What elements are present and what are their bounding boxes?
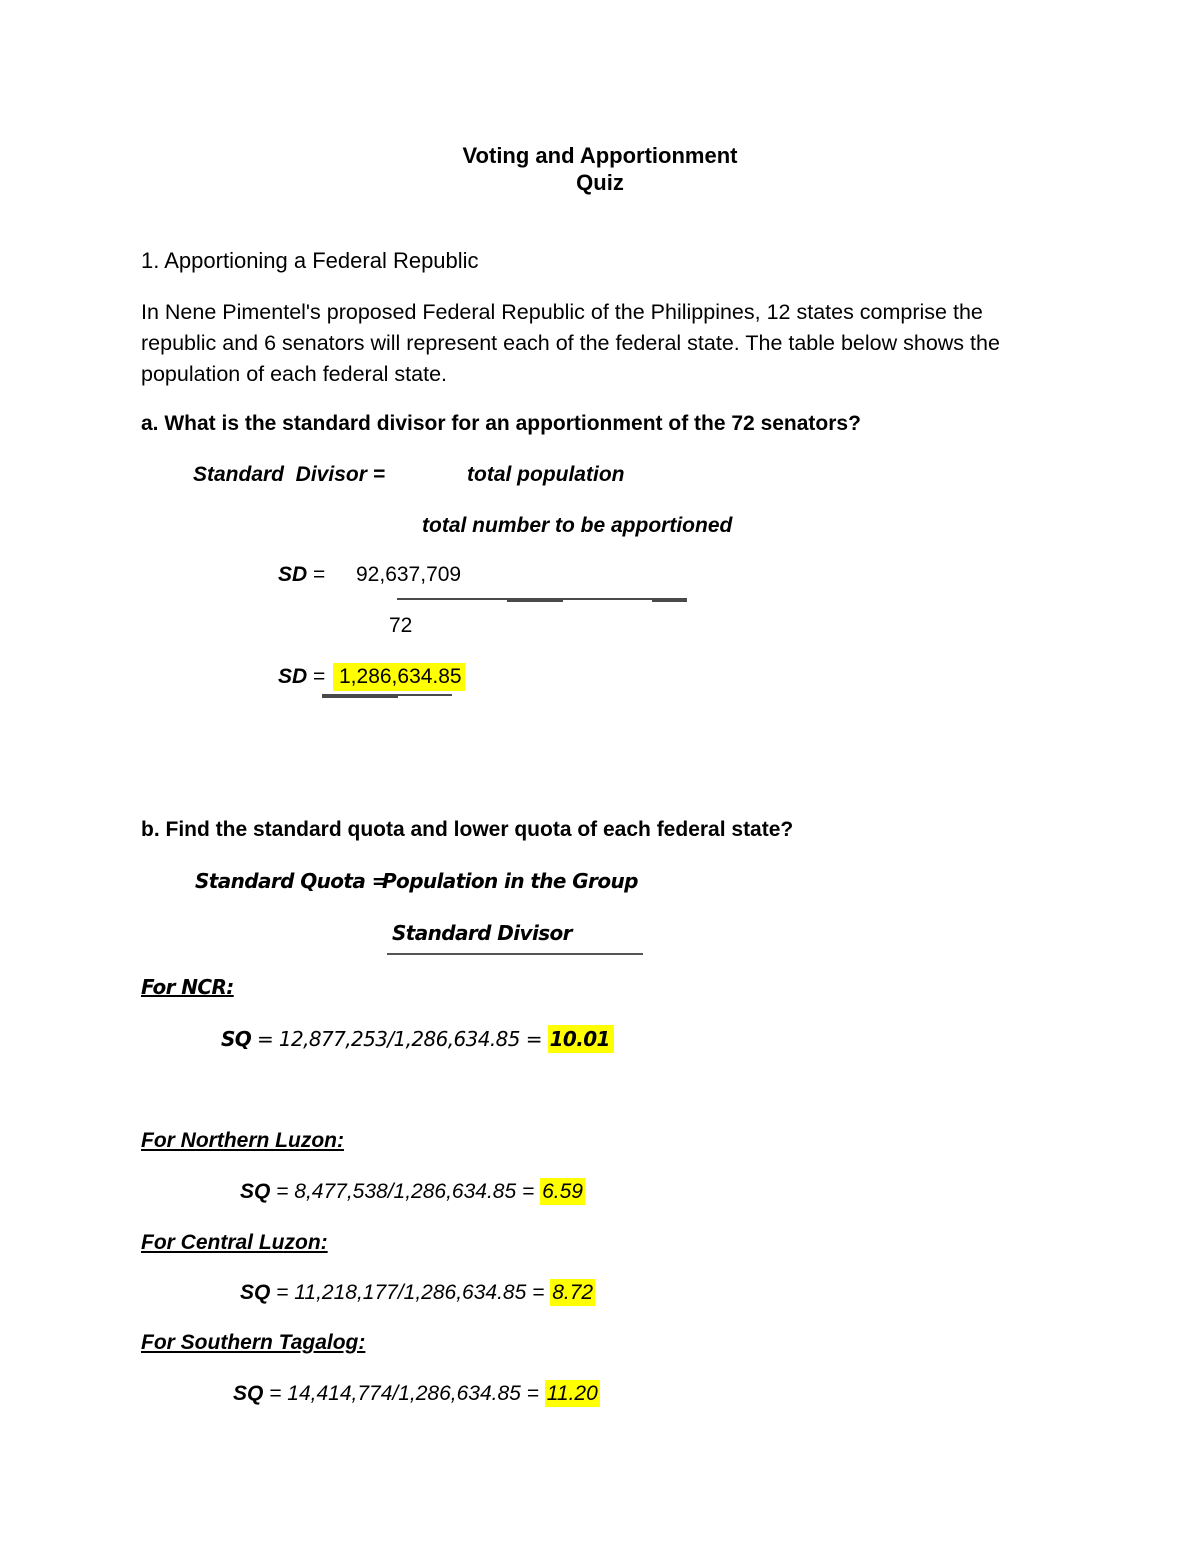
sd-numerator: 92,637,709 [356, 563, 462, 586]
sq-expression-southern-tagalog: = 14,414,774/1,286,634.85 = [263, 1382, 545, 1405]
sq-expression-northern-luzon: = 8,477,538/1,286,634.85 = [270, 1180, 541, 1203]
state-heading-southern-tagalog: For Southern Tagalog: [141, 1331, 366, 1354]
sd-fraction-bar-mark [652, 598, 687, 602]
sq-expression-central-luzon: = 11,218,177/1,286,634.85 = [270, 1281, 551, 1304]
intro-paragraph: In Nene Pimentel's proposed Federal Republic of the Philippines, 12 states comprise the republic and 6 senators will represent each of the federal state. The table below shows the population of each federal state. [141, 300, 1000, 386]
sd-equals: = [307, 563, 332, 586]
page-subtitle: Quiz [576, 170, 624, 195]
sd-result-label: SD [278, 665, 308, 688]
sd-result-line [278, 665, 331, 689]
sq-fraction-bar [387, 953, 643, 955]
sq-result-central-luzon: 8.72 [552, 1281, 594, 1304]
sd-fraction-bar-mark [507, 598, 563, 602]
page-title: Voting and Apportionment [462, 143, 738, 168]
state-heading-central-luzon: For Central Luzon: [141, 1231, 328, 1254]
sq-formula-lhs: Standard Quota = [195, 869, 388, 893]
sq-expression-ncr: = 12,877,253/1,286,634.85 = [251, 1027, 548, 1051]
section-heading: 1. Apportioning a Federal Republic [141, 248, 479, 273]
sq-line-southern-tagalog [233, 1382, 600, 1406]
sd-result-equals: = [307, 665, 332, 688]
sd-calc-line [278, 563, 331, 587]
sq-label-northern-luzon: SQ [240, 1180, 271, 1203]
sq-label-southern-tagalog: SQ [233, 1382, 264, 1405]
sq-result-southern-tagalog: 11.20 [546, 1382, 598, 1405]
sd-result-value: 1,286,634.85 [333, 663, 465, 691]
sq-formula-numerator: Population in the Group [382, 869, 638, 893]
sd-formula-lhs: Standard Divisor = [193, 463, 385, 486]
sq-label-central-luzon: SQ [240, 1281, 271, 1304]
sd-formula-numerator: total population [467, 463, 625, 486]
state-heading-ncr: For NCR: [141, 975, 234, 999]
sq-line-central-luzon [240, 1281, 595, 1305]
question-a-prompt: a. What is the standard divisor for an apportionment of the 72 senators? [141, 412, 861, 435]
sd-denominator: 72 [389, 614, 413, 637]
sq-result-ncr: 10.01 [548, 1025, 614, 1053]
sq-label-ncr: SQ [221, 1027, 252, 1051]
sq-result-northern-luzon: 6.59 [542, 1180, 583, 1203]
sd-label: SD [278, 563, 308, 586]
state-heading-northern-luzon: For Northern Luzon: [141, 1129, 344, 1152]
sq-formula-denominator: Standard Divisor [392, 921, 572, 945]
sq-line-ncr [221, 1027, 614, 1051]
sd-result-underline-mark [322, 694, 398, 698]
sd-formula-denominator: total number to be apportioned [422, 514, 733, 537]
question-b-prompt: b. Find the standard quota and lower quota of each federal state? [141, 818, 794, 841]
sq-line-northern-luzon [240, 1180, 585, 1204]
